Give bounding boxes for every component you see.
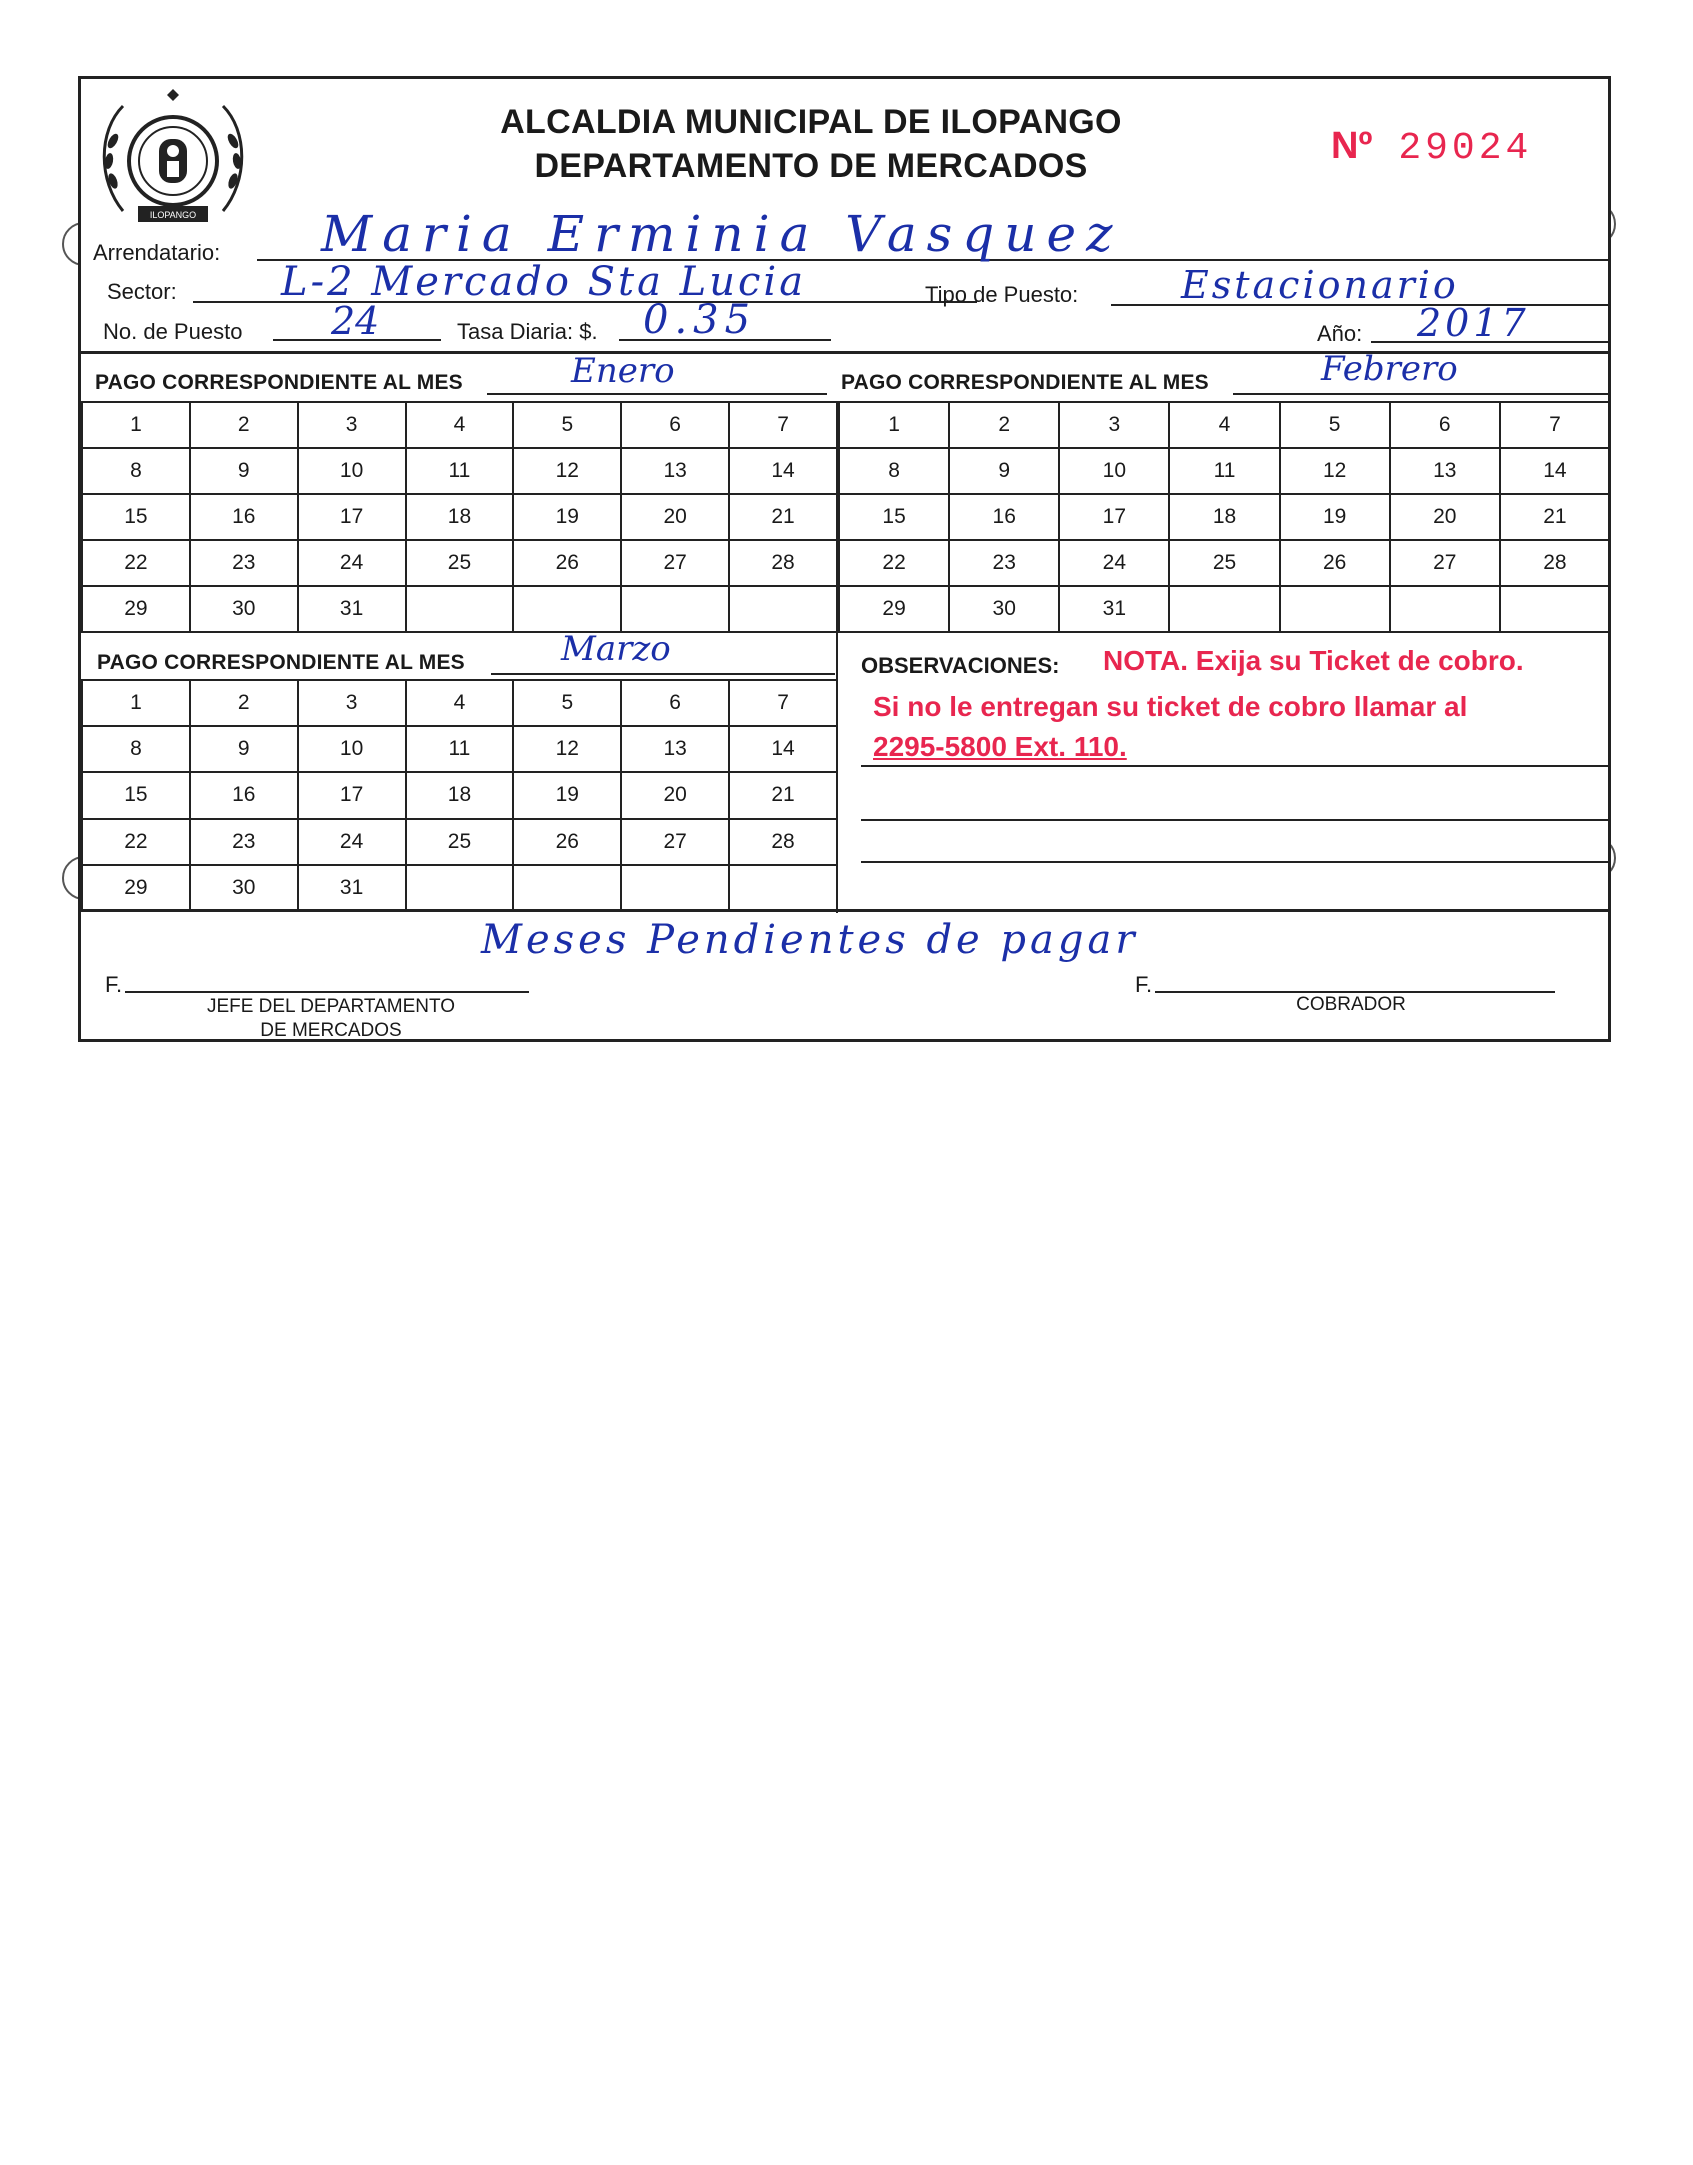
day-cell: 12 [513,726,621,772]
day-cell: 17 [298,772,406,818]
observaciones-line-2 [861,819,1609,821]
day-cell: 9 [190,448,298,494]
day-cell: 1 [82,402,190,448]
month3-label: PAGO CORRESPONDIENTE AL MES [97,651,465,674]
day-cell: 1 [82,680,190,726]
day-cell: 13 [621,726,729,772]
day-cell: 5 [513,680,621,726]
day-cell: 23 [190,540,298,586]
day-cell: 21 [729,772,837,818]
day-cell: 8 [82,726,190,772]
day-cell: 13 [621,448,729,494]
tasa-value: 0.35 [643,297,757,343]
day-cell: 17 [1059,494,1169,540]
observaciones-divider [836,633,838,913]
day-cell [621,586,729,632]
day-cell: 14 [1500,448,1610,494]
day-cell [1390,586,1500,632]
day-cell: 11 [406,726,514,772]
day-cell: 21 [1500,494,1610,540]
day-cell: 26 [513,819,621,865]
day-cell: 31 [298,586,406,632]
month1-label: PAGO CORRESPONDIENTE AL MES [95,371,463,394]
observaciones-label: OBSERVACIONES: [861,653,1060,678]
day-cell: 14 [729,726,837,772]
day-cell: 15 [839,494,949,540]
day-cell: 10 [298,448,406,494]
day-cell: 11 [406,448,514,494]
day-cell: 22 [82,819,190,865]
day-cell: 20 [621,772,729,818]
day-cell: 3 [298,402,406,448]
payment-card [78,76,1611,1042]
svg-text:ILOPANGO: ILOPANGO [149,210,197,220]
day-cell: 18 [406,772,514,818]
month3-line [491,673,835,675]
day-cell: 14 [729,448,837,494]
day-cell [729,865,837,911]
day-cell [1169,586,1279,632]
day-cell [621,865,729,911]
day-cell: 2 [949,402,1059,448]
day-cell: 8 [839,448,949,494]
day-cell: 15 [82,494,190,540]
day-cell: 6 [1390,402,1500,448]
sector-label: Sector: [107,279,177,304]
day-cell: 17 [298,494,406,540]
day-cell [729,586,837,632]
month1-day-grid [81,401,838,633]
month2-day-grid [838,401,1611,633]
day-cell: 30 [190,865,298,911]
day-cell: 5 [513,402,621,448]
form-number [1331,125,1532,170]
day-cell [406,865,514,911]
month3-value: Marzo [561,629,671,669]
observaciones-line-1 [861,765,1609,767]
month2-line [1233,393,1609,395]
anio-value: 2017 [1417,301,1530,345]
day-cell: 7 [729,680,837,726]
footer-handwritten-note: Meses Pendientes de pagar [481,917,1139,963]
tipo-puesto-label: Tipo de Puesto: [925,282,1079,307]
day-cell: 30 [190,586,298,632]
day-cell: 23 [190,819,298,865]
arrendatario-label: Arrendatario: [93,240,221,265]
day-cell: 16 [949,494,1059,540]
number-label: Nº [1331,125,1373,167]
day-cell: 28 [729,819,837,865]
day-cell: 9 [190,726,298,772]
day-cell: 23 [949,540,1059,586]
day-cell [1280,586,1390,632]
day-cell [513,865,621,911]
nota-line-3: 2295-5800 Ext. 110. [873,731,1127,762]
title-line-1: ALCALDIA MUNICIPAL DE ILOPANGO [500,103,1122,141]
month3-day-grid [81,679,838,912]
day-cell: 2 [190,680,298,726]
day-cell: 25 [406,540,514,586]
day-cell: 28 [1500,540,1610,586]
day-cell: 4 [406,680,514,726]
day-cell: 30 [949,586,1059,632]
day-cell: 24 [298,540,406,586]
puesto-label: No. de Puesto [103,319,243,344]
day-cell: 6 [621,680,729,726]
day-cell: 5 [1280,402,1390,448]
day-cell: 6 [621,402,729,448]
day-cell: 27 [621,819,729,865]
day-cell: 29 [82,865,190,911]
jefe-line-2: DE MERCADOS [260,1020,402,1041]
day-cell: 26 [513,540,621,586]
sector-value: L-2 Mercado Sta Lucia [281,259,807,305]
day-cell: 21 [729,494,837,540]
day-cell: 12 [1280,448,1390,494]
number-value: 29024 [1398,127,1533,170]
observaciones-line-3 [861,861,1609,863]
puesto-value: 24 [331,299,380,343]
day-cell: 27 [621,540,729,586]
day-cell: 15 [82,772,190,818]
day-cell [513,586,621,632]
day-cell [406,586,514,632]
day-cell: 3 [1059,402,1169,448]
day-cell: 10 [1059,448,1169,494]
day-cell: 19 [513,772,621,818]
day-cell: 1 [839,402,949,448]
day-cell: 11 [1169,448,1279,494]
day-cell: 4 [406,402,514,448]
jefe-line-1: JEFE DEL DEPARTAMENTO [206,996,456,1017]
day-cell: 20 [1390,494,1500,540]
day-cell: 3 [298,680,406,726]
day-cell: 25 [1169,540,1279,586]
day-cell: 29 [839,586,949,632]
nota-line-1: NOTA. Exija su Ticket de cobro. [1103,645,1524,676]
day-cell: 22 [82,540,190,586]
month1-line [487,393,827,395]
month2-label: PAGO CORRESPONDIENTE AL MES [841,371,1209,394]
day-cell: 18 [406,494,514,540]
nota-line-2: Si no le entregan su ticket de cobro llamar al [873,691,1468,722]
day-cell [1500,586,1610,632]
tipo-puesto-value: Estacionario [1181,263,1459,307]
jefe-f-label: F. [105,972,123,997]
day-cell: 28 [729,540,837,586]
arrendatario-value: Maria Erminia Vasquez [321,205,1123,263]
title-line-2: DEPARTAMENTO DE MERCADOS [534,147,1088,185]
tasa-label: Tasa Diaria: $. [457,319,598,344]
cobrador-title: COBRADOR [1296,994,1406,1015]
day-cell: 19 [1280,494,1390,540]
day-cell: 13 [1390,448,1500,494]
anio-label: Año: [1317,321,1363,346]
day-cell: 2 [190,402,298,448]
day-cell: 4 [1169,402,1279,448]
divider-bottom [81,909,1608,912]
day-cell: 19 [513,494,621,540]
day-cell: 26 [1280,540,1390,586]
day-cell: 9 [949,448,1059,494]
day-cell: 12 [513,448,621,494]
day-cell: 20 [621,494,729,540]
day-cell: 25 [406,819,514,865]
day-cell: 8 [82,448,190,494]
month1-value: Enero [571,351,675,391]
day-cell: 7 [1500,402,1610,448]
day-cell: 7 [729,402,837,448]
jefe-signature-line [125,991,529,993]
month2-value: Febrero [1321,349,1458,389]
day-cell: 16 [190,494,298,540]
day-cell: 24 [1059,540,1169,586]
day-cell: 24 [298,819,406,865]
jefe-title [141,995,521,1043]
day-cell: 16 [190,772,298,818]
day-cell: 31 [298,865,406,911]
municipal-seal-logo [93,81,253,231]
day-cell: 27 [1390,540,1500,586]
day-cell: 10 [298,726,406,772]
day-cell: 29 [82,586,190,632]
cobrador-f-label: F. [1135,972,1153,997]
day-cell: 22 [839,540,949,586]
day-cell: 18 [1169,494,1279,540]
day-cell: 31 [1059,586,1169,632]
